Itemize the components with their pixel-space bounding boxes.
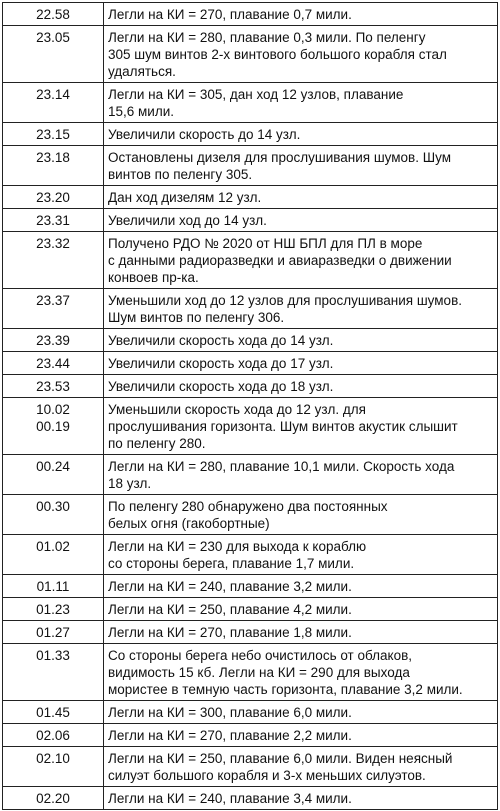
log-table <box>2 2 498 810</box>
table-row <box>3 724 498 747</box>
entry-cell: Легли на КИ = 280, плавание 10,1 мили. Скорость хода 18 узл. <box>104 455 498 495</box>
entry-cell: Со стороны берега небо очистилось от облаков, видимость 15 кб. Легли на КИ = 290 для выхода мористее в темную часть горизонта, плавание 3,2 мили. <box>104 644 498 701</box>
time-cell: 23.39 <box>3 329 104 352</box>
time-cell: 00.24 <box>3 455 104 495</box>
time-cell: 01.27 <box>3 621 104 644</box>
time-cell: 02.20 <box>3 787 104 810</box>
time-cell: 01.11 <box>3 575 104 598</box>
time-cell: 22.58 <box>3 3 104 26</box>
entry-cell: Легли на КИ = 270, плавание 1,8 мили. <box>104 621 498 644</box>
table-row <box>3 598 498 621</box>
entry-cell: Легли на КИ = 280, плавание 0,3 мили. По пеленгу 305 шум винтов 2-х винтового большого корабля стал удаляться. <box>104 26 498 83</box>
table-row <box>3 352 498 375</box>
table-row <box>3 455 498 495</box>
time-cell: 02.06 <box>3 724 104 747</box>
entry-cell: Легли на КИ = 240, плавание 3,4 мили. <box>104 787 498 810</box>
entry-cell: Легли на КИ = 305, дан ход 12 узлов, плавание 15,6 мили. <box>104 83 498 123</box>
table-row <box>3 398 498 455</box>
entry-cell: Легли на КИ = 250, плавание 4,2 мили. <box>104 598 498 621</box>
time-cell: 23.20 <box>3 186 104 209</box>
time-cell: 23.44 <box>3 352 104 375</box>
entry-cell: Легли на КИ = 240, плавание 3,2 мили. <box>104 575 498 598</box>
time-cell: 01.23 <box>3 598 104 621</box>
table-row <box>3 3 498 26</box>
entry-cell: Дан ход дизелям 12 узл. <box>104 186 498 209</box>
table-row <box>3 575 498 598</box>
table-row <box>3 535 498 575</box>
table-row <box>3 644 498 701</box>
entry-cell: Увеличили скорость хода до 17 узл. <box>104 352 498 375</box>
table-row <box>3 232 498 289</box>
entry-cell: Легли на КИ = 300, плавание 6,0 мили. <box>104 701 498 724</box>
time-cell: 00.30 <box>3 495 104 535</box>
entry-cell: Увеличили ход до 14 узл. <box>104 209 498 232</box>
table-row <box>3 289 498 329</box>
time-cell: 23.15 <box>3 123 104 146</box>
time-cell: 02.10 <box>3 747 104 787</box>
time-cell: 10.02 00.19 <box>3 398 104 455</box>
entry-cell: Остановлены дизеля для прослушивания шумов. Шум винтов по пеленгу 305. <box>104 146 498 186</box>
entry-cell: Увеличили скорость до 14 узл. <box>104 123 498 146</box>
time-cell: 23.05 <box>3 26 104 83</box>
table-row <box>3 123 498 146</box>
time-cell: 23.31 <box>3 209 104 232</box>
table-row <box>3 621 498 644</box>
table-row <box>3 146 498 186</box>
time-cell: 23.53 <box>3 375 104 398</box>
time-cell: 23.14 <box>3 83 104 123</box>
time-cell: 01.45 <box>3 701 104 724</box>
table-row <box>3 701 498 724</box>
entry-cell: Легли на КИ = 270, плавание 0,7 мили. <box>104 3 498 26</box>
entry-cell: Уменьшили скорость хода до 12 узл. для прослушивания горизонта. Шум винтов акустик слышит по пеленгу 280. <box>104 398 498 455</box>
entry-cell: Получено РДО № 2020 от НШ БПЛ для ПЛ в море с данными радиоразведки и авиаразведки о движении конвоев пр-ка. <box>104 232 498 289</box>
table-row <box>3 26 498 83</box>
table-row <box>3 375 498 398</box>
table-row <box>3 186 498 209</box>
log-table-body <box>3 3 498 810</box>
entry-cell: Легли на КИ = 270, плавание 2,2 мили. <box>104 724 498 747</box>
time-cell: 01.33 <box>3 644 104 701</box>
table-row <box>3 209 498 232</box>
table-row <box>3 787 498 810</box>
entry-cell: По пеленгу 280 обнаружено два постоянных белых огня (гакобортные) <box>104 495 498 535</box>
table-row <box>3 747 498 787</box>
table-row <box>3 329 498 352</box>
time-cell: 23.37 <box>3 289 104 329</box>
table-row <box>3 495 498 535</box>
entry-cell: Увеличили скорость хода до 18 узл. <box>104 375 498 398</box>
entry-cell: Легли на КИ = 230 для выхода к кораблю со стороны берега, плавание 1,7 мили. <box>104 535 498 575</box>
table-row <box>3 83 498 123</box>
entry-cell: Легли на КИ = 250, плавание 6,0 мили. Виден неясный силуэт большого корабля и 3-х меньших силуэтов. <box>104 747 498 787</box>
entry-cell: Увеличили скорость хода до 14 узл. <box>104 329 498 352</box>
time-cell: 23.32 <box>3 232 104 289</box>
time-cell: 01.02 <box>3 535 104 575</box>
entry-cell: Уменьшили ход до 12 узлов для прослушивания шумов. Шум винтов по пеленгу 306. <box>104 289 498 329</box>
time-cell: 23.18 <box>3 146 104 186</box>
